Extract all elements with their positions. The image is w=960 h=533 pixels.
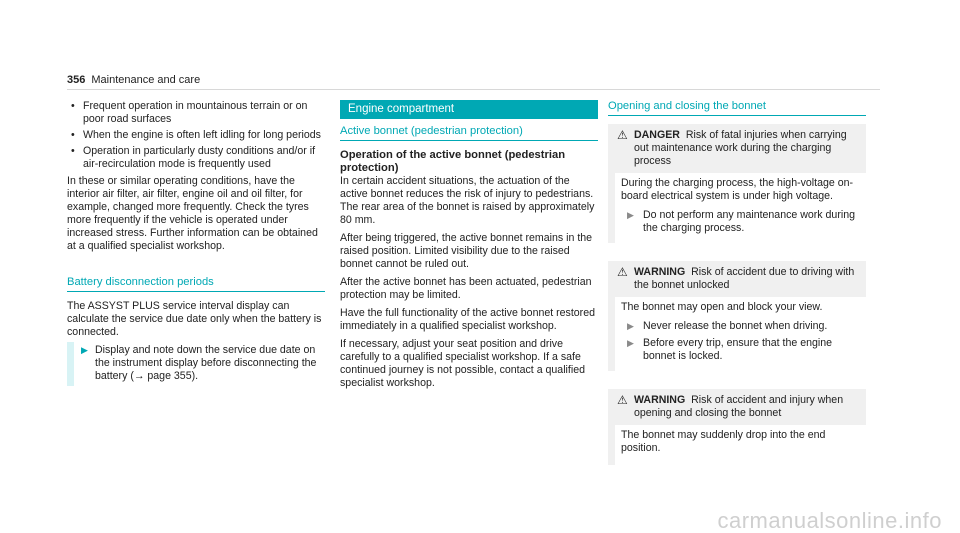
- conditions-list: [67, 100, 325, 171]
- warning-header: [608, 261, 866, 297]
- bullet-icon: •: [71, 145, 75, 157]
- list-item: • When the engine is often left idling for long periods: [71, 129, 321, 141]
- warning-title: Risk of accident due to driving with the bonnet unlocked: [634, 266, 855, 291]
- warning-box-1: [608, 261, 866, 371]
- page-number: 356: [67, 74, 86, 86]
- danger-action: ▶ Do not perform any maintenance work during the charging process.: [627, 209, 855, 234]
- bonnet-heading: Opening and closing the bonnet: [608, 100, 866, 116]
- section-banner: Engine compartment: [340, 100, 598, 119]
- paragraph: If necessary, adjust your seat position and drive carefully to a qualified specialist workshop. If a safe continued journey is not possible, contact a qualified specialist workshop.: [340, 338, 585, 389]
- watermark: carmanualsonline.info: [717, 508, 942, 533]
- warning-action: ▶ Before every trip, ensure that the engine bonnet is locked.: [627, 337, 833, 362]
- action-stripe: [67, 342, 74, 386]
- battery-paragraph: The ASSYST PLUS service interval display can calculate the service due date only when the battery is connected.: [67, 300, 322, 338]
- warning-triangle-icon: ⚠: [617, 393, 628, 407]
- column-3: [608, 100, 866, 465]
- column-2: [340, 100, 598, 395]
- battery-heading: Battery disconnection periods: [67, 276, 325, 292]
- danger-box: [608, 124, 866, 243]
- battery-action: ▶ Display and note down the service due date on the instrument display before disconnecting the battery (→ page 355).: [67, 344, 325, 383]
- header-rule: [67, 89, 880, 90]
- conditions-paragraph: In these or similar operating conditions, have the interior air filter, air filter, engine oil and oil filter, for example, changed more frequently. Check the tyres more frequently if the vehicle is operated under increased stress. Further information can be obtained at a qualified specialist workshop.: [67, 175, 318, 252]
- bullet-icon: •: [71, 100, 75, 112]
- warning-body: The bonnet may open and block your view. ▶ Never release the bonnet when driving. ▶ Before every trip, ensure that the engine bonnet is locked.: [608, 297, 866, 371]
- paragraph: After being triggered, the active bonnet remains in the raised position. Limited visibility due to the raised bonnet cannot be ruled out.: [340, 232, 593, 270]
- column-1: [67, 100, 325, 387]
- warning-triangle-icon: ⚠: [617, 128, 628, 142]
- list-item: • Operation in particularly dusty conditions and/or if air-recirculation mode is frequently used: [71, 145, 316, 170]
- arrow-icon: ▶: [627, 210, 634, 220]
- arrow-icon: ▶: [627, 321, 634, 331]
- arrow-icon: ▶: [81, 345, 88, 355]
- active-bonnet-heading: Active bonnet (pedestrian protection): [340, 125, 598, 141]
- paragraph: Have the full functionality of the active bonnet restored immediately in a qualified specialist workshop.: [340, 307, 595, 332]
- warning-action: ▶ Never release the bonnet when driving.: [627, 320, 828, 332]
- warning-header: [608, 389, 866, 425]
- danger-body: During the charging process, the high-voltage on-board electrical system is under high voltage. ▶ Do not perform any maintenance work during the charging process.: [608, 173, 866, 243]
- page-title: Maintenance and care: [91, 74, 201, 86]
- danger-header: [608, 124, 866, 173]
- bullet-icon: •: [71, 129, 75, 141]
- danger-title: Risk of fatal injuries when carrying out maintenance work during the charging process: [634, 129, 847, 167]
- paragraph: After the active bonnet has been actuated, pedestrian protection may be limited.: [340, 276, 592, 301]
- page-header: [67, 74, 200, 87]
- warning-body: The bonnet may suddenly drop into the end position.: [608, 425, 866, 465]
- danger-label: DANGER: [634, 129, 680, 141]
- warning-box-2: [608, 389, 866, 465]
- list-item: • Frequent operation in mountainous terrain or on poor road surfaces: [71, 100, 308, 125]
- warning-title: Risk of accident and injury when opening and closing the bonnet: [634, 394, 844, 419]
- warning-label: WARNING: [634, 266, 686, 278]
- operation-subheading: Operation of the active bonnet (pedestrian protection): [340, 149, 566, 174]
- warning-label: WARNING: [634, 394, 686, 406]
- paragraph: In certain accident situations, the actuation of the active bonnet reduces the risk of injury to pedestrians. The rear area of the bonnet is raised by approximately 80 mm.: [340, 175, 595, 226]
- arrow-icon: ▶: [627, 338, 634, 348]
- warning-triangle-icon: ⚠: [617, 265, 628, 279]
